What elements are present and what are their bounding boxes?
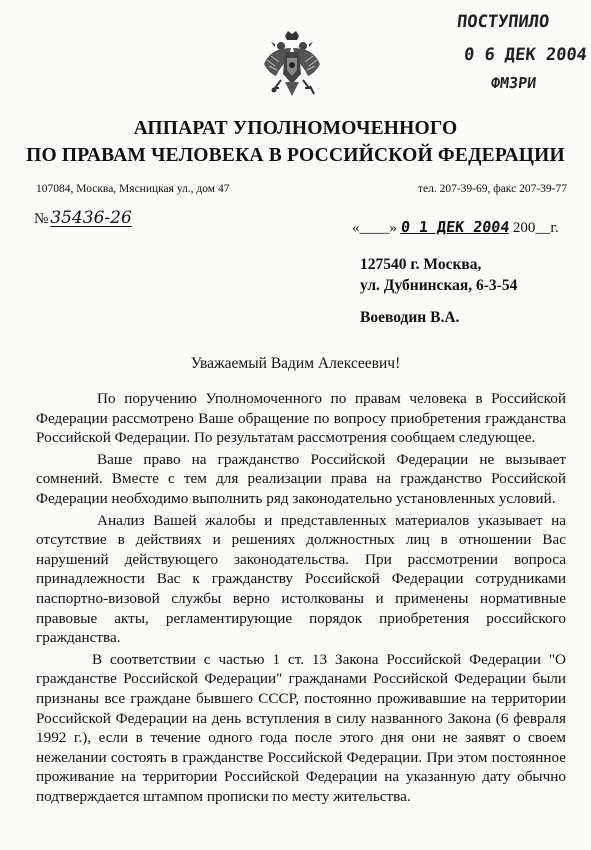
received-stamp-line1: ПОСТУПИЛО xyxy=(455,12,551,32)
org-title-line2: ПО ПРАВАМ ЧЕЛОВЕКА В РОССИЙСКОЙ ФЕДЕРАЦИИ xyxy=(26,145,565,166)
body-paragraph-2: Ваше право на гражданство Российской Федерации не вызывает сомнений. Вместе с тем для реализации права на гражданство Российской Федерации необходимо выполнить ряд законодательно установленных условий. xyxy=(36,450,566,507)
received-stamp-dept: ФМЗРИ xyxy=(490,74,538,92)
handwritten-number: 35436-26 xyxy=(50,208,132,228)
date-open-quote: « xyxy=(352,220,360,236)
recipient-street: ул. Дубнинская, 6-3-54 xyxy=(360,277,518,294)
date-day-blank: ____ xyxy=(359,220,390,236)
date-stamp: 0 1 ДЕК 2004 xyxy=(399,218,511,236)
letter-body xyxy=(36,389,566,808)
registration-number xyxy=(34,208,132,228)
salutation: Уважаемый Вадим Алексеевич! xyxy=(190,355,401,372)
org-address: 107084, Москва, Мясницкая ул., дом 47 xyxy=(36,183,230,195)
body-paragraph-3: Анализ Вашей жалобы и представленных материалов указывает на отсутствие в действиях и решениях должностных лиц в отношении Вас нарушений действующего законодательства. При рассмотрении вопроса принадлежности Вас к гражданству Российской Федерации сотрудниками паспортно-визовой службы верно истолкованы и применены нормативные правовые акты, регламентирующие порядок приобретения российского гражданства. xyxy=(36,511,566,647)
body-paragraph-4: В соответствии с частью 1 ст. 13 Закона Российской Федерации "О гражданстве Российской Федерации" гражданами Российской Федерации были признаны все граждане бывшего СССР, постоянно проживавшие на территории Российской Федерации на день вступления в силу названного Закона (6 февраля 1992 г.), если в течение одного года после этого дня они не заявят о своем нежелании состоять в гражданстве Российской Федерации. При этом постоянное проживание на территории Российской Федерации на указанную дату обычно подтверждается штампом прописки по месту жительства. xyxy=(36,650,566,805)
date-year-suffix: 200__г. xyxy=(509,220,559,236)
date-close-quote: » xyxy=(389,220,397,236)
org-phone: тел. 207-39-69, факс 207-39-77 xyxy=(417,183,567,195)
received-stamp-date: 0 6 ДЕК 2004 xyxy=(462,45,588,65)
body-paragraph-1: По поручению Уполномоченного по правам человека в Российской Федерации рассмотрено Ваше обращение по вопросу приобретения гражданства Российской Федерации. По результатам рассмотрения сообщаем следующее. xyxy=(36,390,566,447)
russian-coat-of-arms-icon xyxy=(261,30,323,102)
date-line xyxy=(352,218,559,237)
recipient-name: Воеводин В.А. xyxy=(360,309,460,326)
recipient-city: 127540 г. Москва, xyxy=(360,256,482,273)
org-title-line1: АППАРАТ УПОЛНОМОЧЕННОГО xyxy=(133,118,458,139)
number-sign: № xyxy=(34,211,49,227)
